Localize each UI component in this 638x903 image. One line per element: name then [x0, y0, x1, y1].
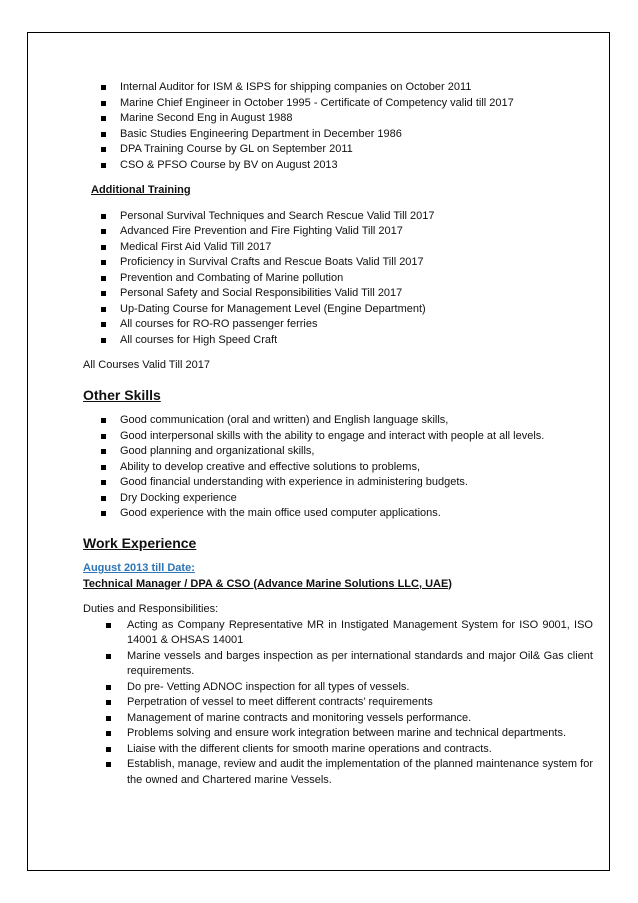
square-bullet-icon	[101, 245, 106, 250]
square-bullet-icon	[101, 163, 106, 168]
list-item: Good interpersonal skills with the ability to engage and interact with people at all levels.	[83, 429, 593, 445]
other-skills-list	[83, 413, 593, 522]
list-item: Marine Second Eng in August 1988	[83, 111, 593, 127]
job-date-range: August 2013 till Date:	[83, 562, 195, 574]
square-bullet-icon	[106, 685, 111, 690]
list-item: CSO & PFSO Course by BV on August 2013	[83, 158, 593, 174]
square-bullet-icon	[101, 511, 106, 516]
square-bullet-icon	[101, 465, 106, 470]
square-bullet-icon	[101, 307, 106, 312]
square-bullet-icon	[101, 229, 106, 234]
courses-validity-note: All Courses Valid Till 2017	[83, 359, 210, 371]
list-item: DPA Training Course by GL on September 2011	[83, 142, 593, 158]
square-bullet-icon	[101, 132, 106, 137]
list-item: Do pre- Vetting ADNOC inspection for all types of vessels.	[83, 680, 593, 696]
square-bullet-icon	[101, 260, 106, 265]
square-bullet-icon	[101, 434, 106, 439]
resume-content	[83, 80, 593, 788]
list-item: Advanced Fire Prevention and Fire Fighting Valid Till 2017	[83, 224, 593, 240]
list-item: Management of marine contracts and monitoring vessels performance.	[83, 711, 593, 727]
work-experience-heading: Work Experience	[83, 534, 197, 551]
list-item: Dry Docking experience	[83, 491, 593, 507]
additional-training-heading: Additional Training	[91, 184, 191, 196]
square-bullet-icon	[106, 731, 111, 736]
square-bullet-icon	[106, 654, 111, 659]
duties-section	[83, 602, 593, 788]
square-bullet-icon	[106, 747, 111, 752]
certifications-list	[83, 80, 593, 173]
square-bullet-icon	[101, 480, 106, 485]
list-item: All courses for RO-RO passenger ferries	[83, 317, 593, 333]
square-bullet-icon	[101, 147, 106, 152]
list-item: Ability to develop creative and effective solutions to problems,	[83, 460, 593, 476]
square-bullet-icon	[106, 623, 111, 628]
square-bullet-icon	[101, 449, 106, 454]
list-item: Liaise with the different clients for smooth marine operations and contracts.	[83, 742, 593, 758]
square-bullet-icon	[101, 116, 106, 121]
list-item: Marine Chief Engineer in October 1995 - Certificate of Competency valid till 2017	[83, 96, 593, 112]
list-item: Problems solving and ensure work integration between marine and technical departments.	[83, 726, 593, 742]
list-item: Good experience with the main office used computer applications.	[83, 506, 593, 522]
duties-list	[83, 618, 593, 789]
list-item: Perpetration of vessel to meet different contracts’ requirements	[83, 695, 593, 711]
square-bullet-icon	[101, 85, 106, 90]
other-skills-heading: Other Skills	[83, 386, 161, 403]
square-bullet-icon	[106, 716, 111, 721]
list-item: Good planning and organizational skills,	[83, 444, 593, 460]
duties-label: Duties and Responsibilities:	[83, 603, 219, 615]
additional-training-list	[83, 209, 593, 349]
square-bullet-icon	[106, 762, 111, 767]
list-item: Medical First Aid Valid Till 2017	[83, 240, 593, 256]
list-item: Establish, manage, review and audit the implementation of the planned maintenance system for the owned and Chartered marine Vessels.	[83, 757, 593, 788]
list-item: Good financial understanding with experience in administering budgets.	[83, 475, 593, 491]
list-item: All courses for High Speed Craft	[83, 333, 593, 349]
square-bullet-icon	[101, 276, 106, 281]
list-item: Marine vessels and barges inspection as per international standards and major Oil& Gas client requirements.	[83, 649, 593, 680]
square-bullet-icon	[101, 418, 106, 423]
square-bullet-icon	[101, 496, 106, 501]
job-title: Technical Manager / DPA & CSO (Advance Marine Solutions LLC, UAE)	[83, 577, 452, 590]
square-bullet-icon	[101, 214, 106, 219]
square-bullet-icon	[101, 322, 106, 327]
list-item: Up-Dating Course for Management Level (Engine Department)	[83, 302, 593, 318]
square-bullet-icon	[106, 700, 111, 705]
list-item: Acting as Company Representative MR in Instigated Management System for ISO 9001, ISO 14001 & OHSAS 14001	[83, 618, 593, 649]
list-item: Good communication (oral and written) and English language skills,	[83, 413, 593, 429]
square-bullet-icon	[101, 338, 106, 343]
list-item: Proficiency in Survival Crafts and Rescue Boats Valid Till 2017	[83, 255, 593, 271]
square-bullet-icon	[101, 291, 106, 296]
list-item: Basic Studies Engineering Department in December 1986	[83, 127, 593, 143]
list-item: Personal Survival Techniques and Search Rescue Valid Till 2017	[83, 209, 593, 225]
list-item: Internal Auditor for ISM & ISPS for shipping companies on October 2011	[83, 80, 593, 96]
list-item: Prevention and Combating of Marine pollution	[83, 271, 593, 287]
square-bullet-icon	[101, 101, 106, 106]
list-item: Personal Safety and Social Responsibilities Valid Till 2017	[83, 286, 593, 302]
